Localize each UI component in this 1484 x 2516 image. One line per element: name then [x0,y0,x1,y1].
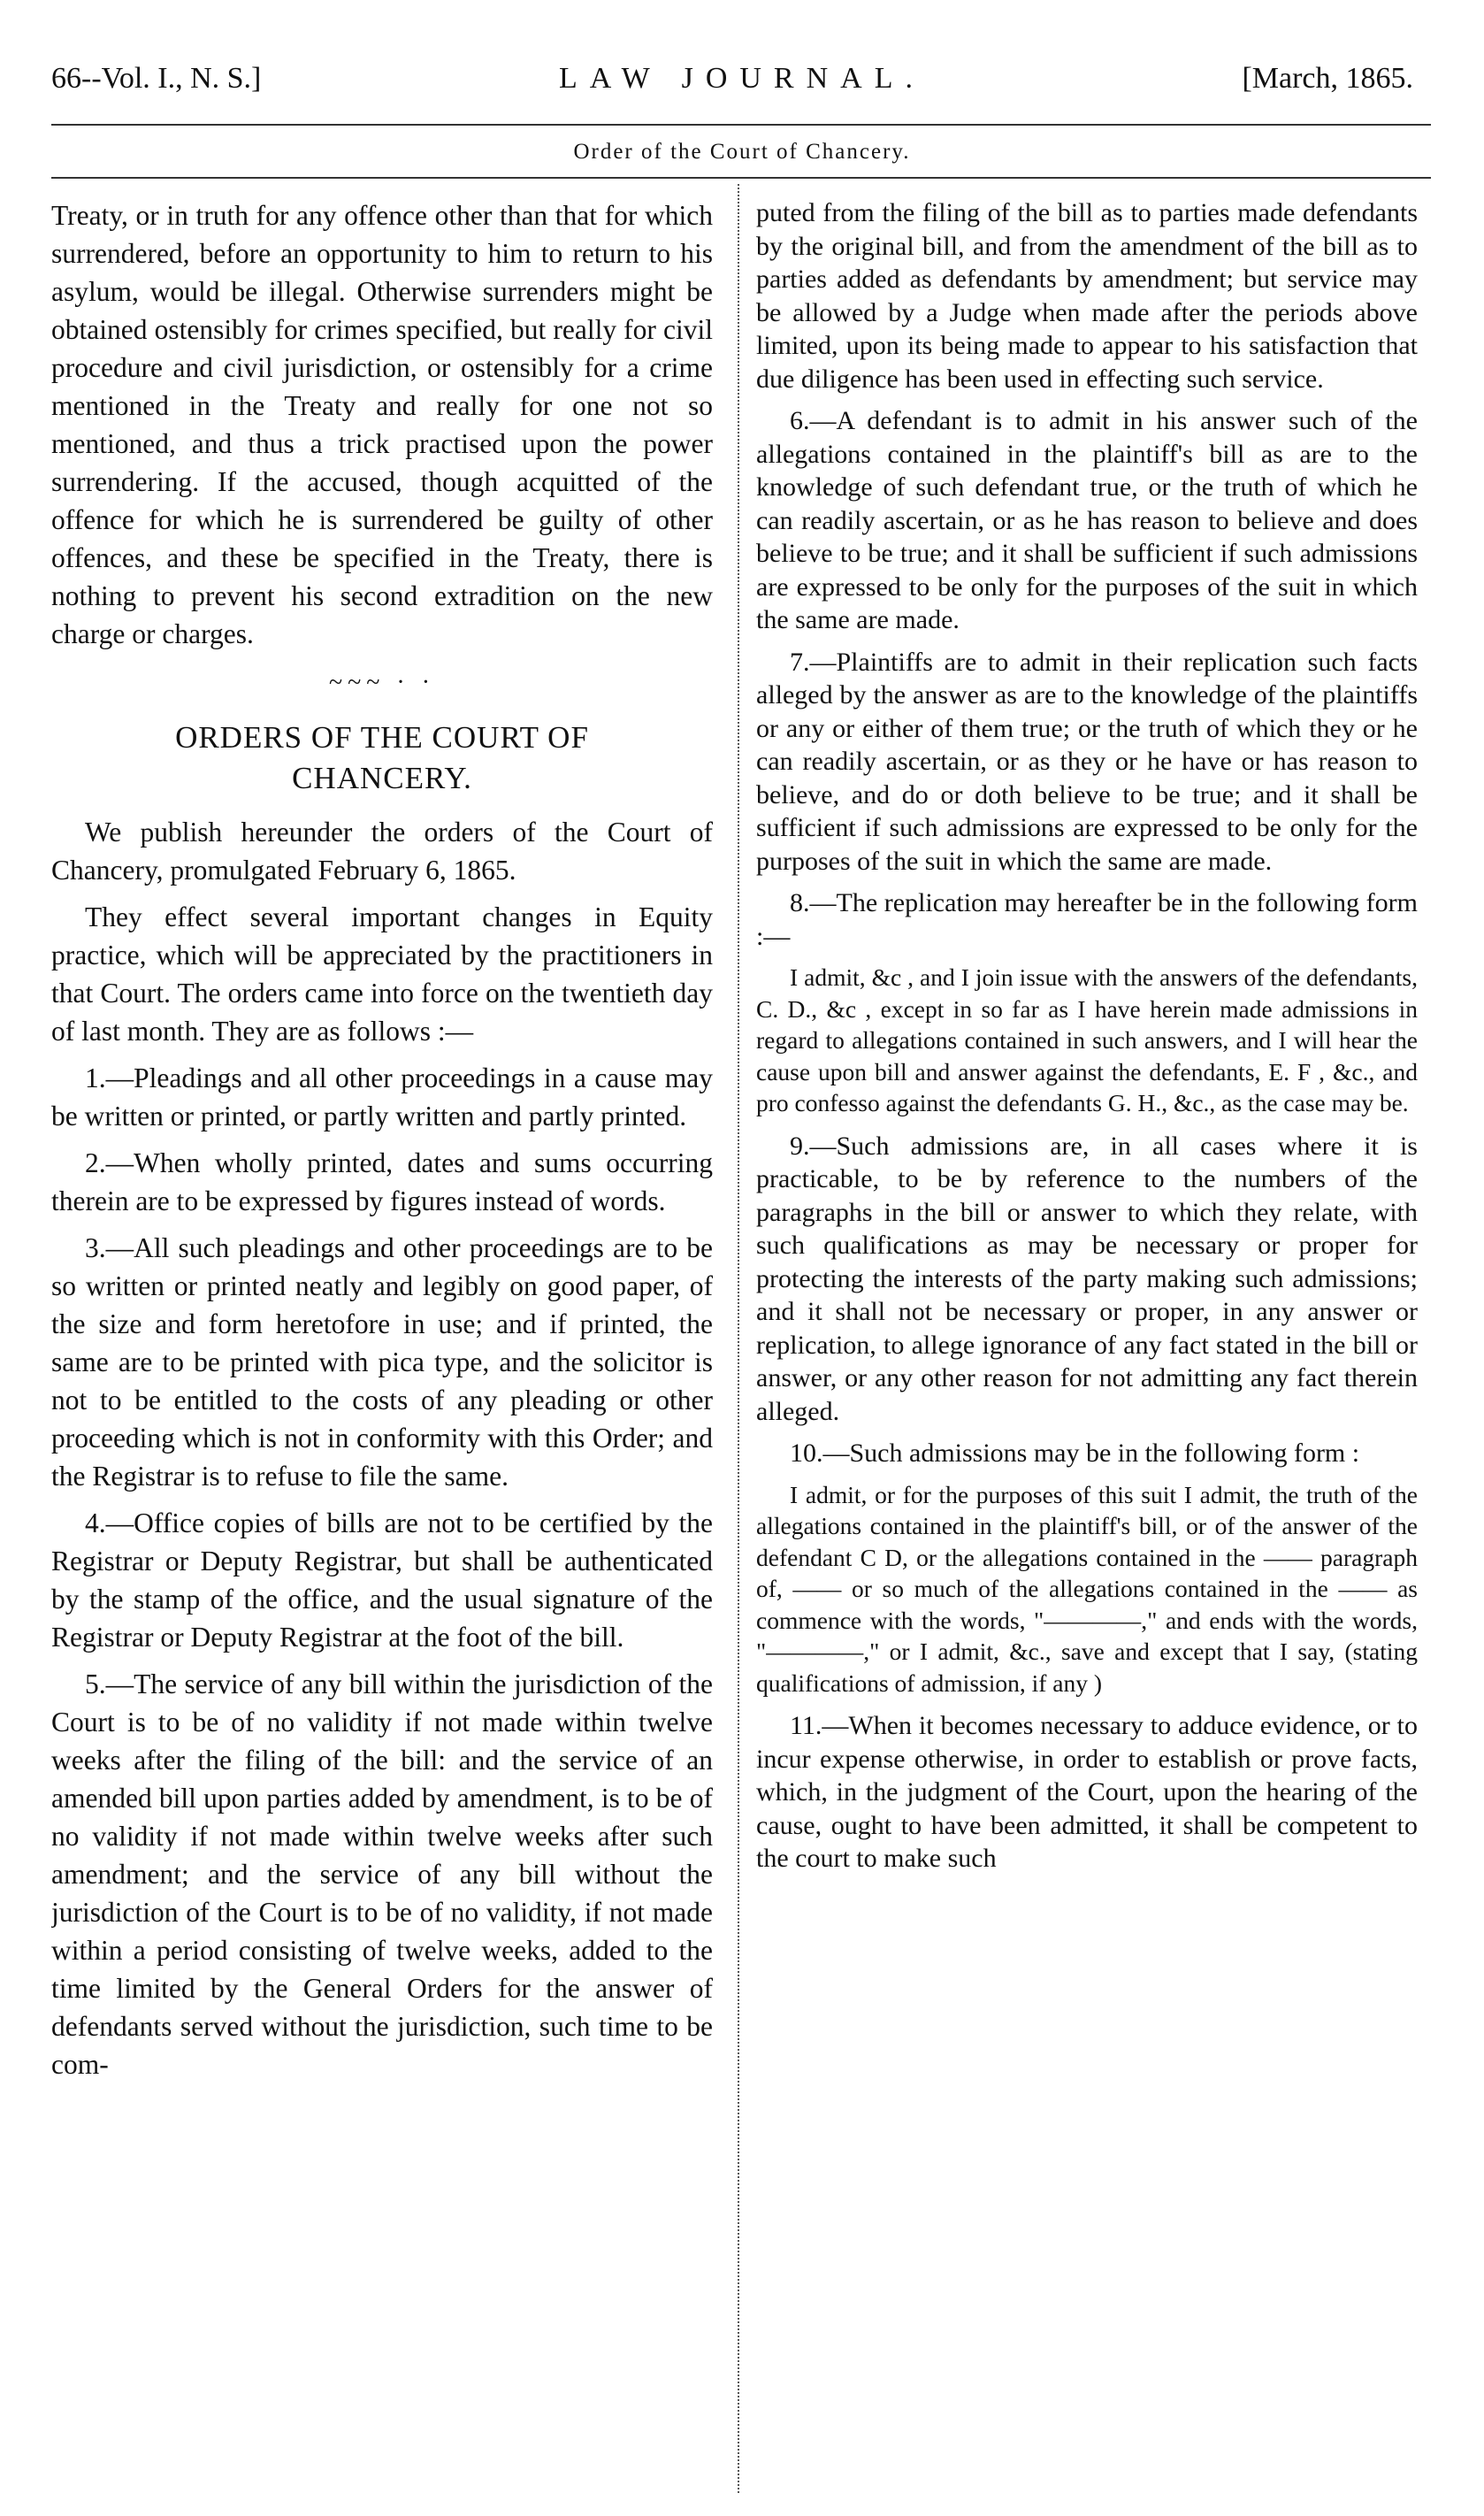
order-7: 7.—Plaintiffs are to admit in their replication such facts alleged by the answer as are to the knowledge of the plaintiffs or any or either of them true; or the truth of which they or he can readily ascertain, or as they or he have or has reason to believe, and do or doth believe to be true; and it shall be sufficient if such admissions are expressed to be only for the purposes of the suit in which the same are made. [756,647,1418,876]
order-5-continued: puted from the filing of the bill as to parties made defendants by the original bill, and from the amendment of the bill as to parties added as defendants by amendment; but service may be allowed by a Judge when made after the periods above limited, upon its being made to appear to his satisfaction that due diligence has been used in effecting such service. [756,198,1418,394]
paragraph-effect: They effect several important changes in Equity practice, which will be appreciated by the practitioners in that Court. The orders came into force on the twentieth day of last month. They are as follows :— [51,901,713,1047]
paragraph-extradition-continued: Treaty, or in truth for any offence other than that for which surrendered, before an opportunity to him to return to his asylum, would be illegal. Otherwise surrenders might be obtained ostensibly for crimes specified, but really for civil procedure and civil jurisdiction, or ostensibly for a crime mentioned in the Treaty and really for one not so mentioned, and thus a trick practised upon the power surrendering. If the accused, though acquitted of the offence for which he is surrendered be guilty of other offences, and these be specified in the Treaty, there is nothing to prevent his second extradition on the new charge or charges. [51,200,713,649]
right-column [756,196,1418,2497]
left-column [51,196,713,2497]
order-8-form: I admit, &c , and I join issue with the answers of the defendants, C. D., &c , except in so far as I have herein made admissions in regard to allegations contained in such answers, and I will hear the cause upon bill and answer against the defendants, E. F , &c., and pro confesso against the defendants G. H., &c., as the case may be. [756,963,1418,1116]
journal-title: LAW JOURNAL. [559,62,925,95]
header-rule [51,124,1431,126]
volume-page-number: 66--Vol. I., N. S.] [51,62,262,95]
order-8: 8.—The replication may hereafter be in the following form :— [756,888,1418,951]
section-heading-line-2: CHANCERY. [292,761,472,795]
order-6: 6.—A defendant is to admit in his answer such of the allegations contained in the plaintiff's bill as are to the knowledge of such defendant true, or the truth of which he can readily ascertain, or as he has reason to believe and does believe to be true; and it shall be sufficient if such admissions are expressed to be only for the purposes of the suit in which the same are made. [756,406,1418,634]
paragraph-publish-notice: We publish hereunder the orders of the Court of Chancery, promulgated February 6, 1865. [51,817,713,886]
order-2: 2.—When wholly printed, dates and sums occurring therein are to be expressed by figures instead of words. [51,1147,713,1216]
section-heading-line-1: ORDERS OF THE COURT OF [175,720,589,755]
order-3: 3.—All such pleadings and other proceedings are to be so written or printed neatly and legibly on good paper, of the size and form heretofore in use; and if printed, the same are to be printed with pica type, and the solicitor is not to be entitled to the costs of any pleading or other proceeding which is not in conformity with this Order; and the Registrar is to refuse to file the same. [51,1232,713,1492]
order-5: 5.—The service of any bill within the jurisdiction of the Court is to be of no validity if not made within twelve weeks after the filing of the bill: and the service of an amended bill upon parties added by amendment, is to be of no validity if not made within twelve weeks after such amendment; and the service of any bill without the jurisdiction of the Court is to be of no validity, if not made within a period consisting of twelve weeks, added to the time limited by the General Orders for the answer of defendants served without the jurisdiction, such time to be com- [51,1668,713,2080]
order-9: 9.—Such admissions are, in all cases where it is practicable, to be by reference to the numbers of the paragraphs in the bill or answer to which they relate, with such qualifications as may be necessary or proper for protecting the interests of the party making such admissions; and it shall not be necessary or proper, in any answer or replication, to allege ignorance of any fact stated in the bill or answer, or any other reason for not admitting any fact therein alleged. [756,1131,1418,1426]
page-header [0,62,1484,115]
section-heading [51,717,713,799]
issue-date: [March, 1865. [1242,62,1413,95]
section-ornament: ~~~ · · [328,669,436,696]
order-4: 4.—Office copies of bills are not to be certified by the Registrar or Deputy Registrar, but shall be authenticated by the stamp of the office, and the usual signature of the Registrar or Deputy Registrar at the foot of the bill. [51,1507,713,1653]
column-divider [738,184,739,2493]
order-1: 1.—Pleadings and all other proceedings in a cause may be written or printed, or partly written and partly printed. [51,1062,713,1131]
order-10-form: I admit, or for the purposes of this suit I admit, the truth of the allegations contained in the plaintiff's bill, or of the answer of the defendant C D, or the allegations contained in the —— paragraph of, —— or so much of the allegations contained in the —— as commence with the words, "————," and ends with the words, "————," or I admit, &c., save and except that I say, (stating qualifications of admission, if any ) [756,1480,1418,1697]
order-11: 11.—When it becomes necessary to adduce evidence, or to incur expense otherwise, in order to establish or prove facts, which, in the judgment of the Court, upon the hearing of the cause, ought to have been admitted, it shall be competent to the court to make such [756,1711,1418,1873]
order-10: 10.—Such admissions may be in the following form : [790,1438,1360,1468]
running-title-rule [51,177,1431,179]
running-title: Order of the Court of Chancery. [573,140,911,164]
